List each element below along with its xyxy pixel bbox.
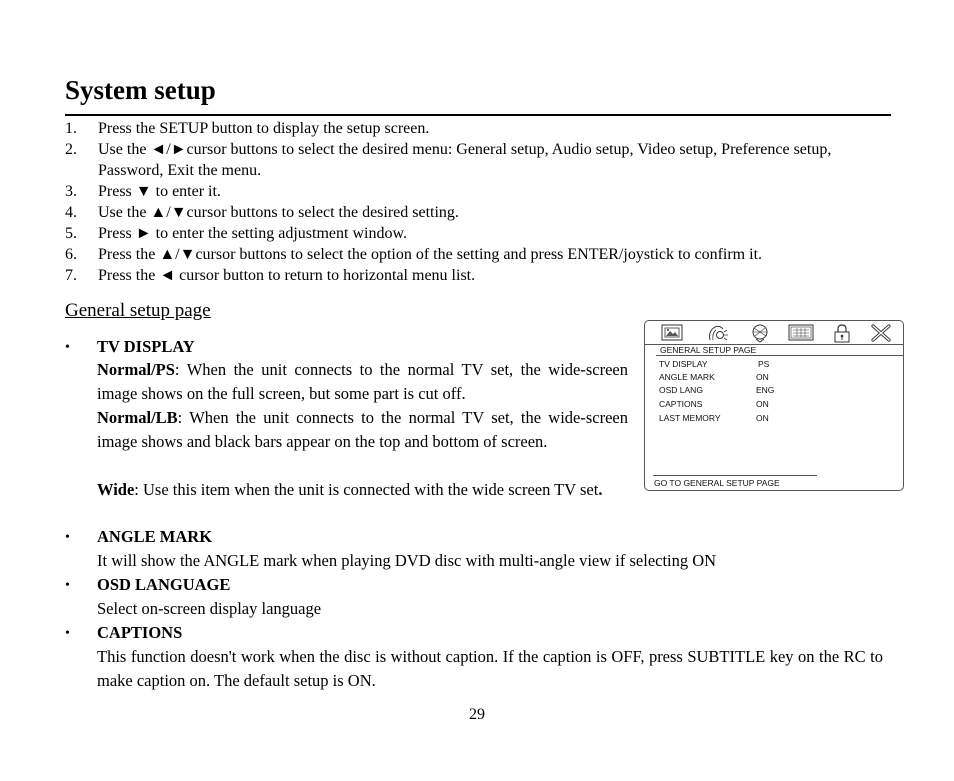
bullet-icon: • [65, 626, 70, 641]
video-setup-icon [747, 323, 773, 343]
bullet-icon: • [65, 578, 70, 593]
password-lock-icon [829, 323, 855, 343]
osd-row-label: OSD LANG [659, 385, 703, 395]
section-heading: General setup page [65, 300, 211, 321]
step-item [65, 265, 895, 286]
osd-row-label: CAPTIONS [659, 399, 703, 409]
step-text: Press the SETUP button to display the setup screen. [98, 120, 430, 137]
wide-end: . [598, 480, 603, 499]
osd-page-header: GENERAL SETUP PAGE [660, 345, 757, 355]
osd-row-label: LAST MEMORY [659, 413, 721, 423]
step-number: 5. [65, 225, 77, 242]
wide-term: Wide [97, 480, 135, 499]
osd-footer-text: GO TO GENERAL SETUP PAGE [654, 478, 780, 488]
captions-heading: CAPTIONS [97, 623, 183, 642]
step-text: Use the ◄/►cursor buttons to select the desired menu: General setup, Audio setup, Video setup, Preference setup, Password, Exit the menu. [98, 141, 832, 179]
osd-row-value: ON [756, 399, 769, 409]
normal-ps-paragraph [97, 358, 628, 406]
step-item [65, 202, 895, 223]
step-text: Press the ◄ cursor button to return to horizontal menu list. [98, 267, 476, 284]
step-number: 7. [65, 267, 77, 284]
osd-row-label: TV DISPLAY [659, 359, 708, 369]
wide-text: : Use this item when the unit is connected with the wide screen TV set [134, 480, 599, 499]
general-setup-icon [660, 323, 686, 343]
angle-mark-text: It will show the ANGLE mark when playing DVD disc with multi-angle view if selecting ON [97, 551, 717, 570]
step-item [65, 181, 895, 202]
step-number: 1. [65, 120, 77, 137]
steps-list [65, 118, 895, 286]
step-text: Press ► to enter the setting adjustment window. [98, 225, 407, 242]
step-item [65, 139, 895, 181]
bullet-icon: • [65, 530, 70, 545]
wide-paragraph [97, 478, 635, 502]
normal-ps-text: : When the unit connects to the normal TV set, the wide-screen image shows on the full screen, but some part is cut off. [97, 360, 628, 403]
step-number: 2. [65, 141, 77, 158]
osd-setup-screen [644, 320, 904, 491]
osd-header-rule [656, 355, 903, 356]
osd-row-value: ON [756, 372, 769, 382]
osd-language-heading: OSD LANGUAGE [97, 575, 231, 594]
osd-row-label: ANGLE MARK [659, 372, 715, 382]
tv-display-heading: TV DISPLAY [97, 337, 195, 356]
normal-lb-term: Normal/LB [97, 408, 178, 427]
angle-mark-heading: ANGLE MARK [97, 527, 213, 546]
osd-row-value: PS [758, 359, 770, 369]
osd-footer-rule [653, 475, 817, 476]
normal-lb-paragraph [97, 406, 628, 454]
page-number: 29 [469, 706, 485, 723]
exit-x-icon [868, 323, 894, 343]
step-number: 6. [65, 246, 77, 263]
captions-text: This function doesn't work when the disc is without caption. If the caption is OFF, press SUBTITLE key on the RC to make caption on. The default setup is ON. [97, 647, 883, 690]
step-number: 4. [65, 204, 77, 221]
normal-ps-term: Normal/PS [97, 360, 175, 379]
preference-setup-icon [788, 323, 814, 343]
normal-lb-text: : When the unit connects to the normal TV set, the wide-screen image shows and black bars appear on the top and bottom of screen. [97, 408, 628, 451]
bullet-icon: • [65, 340, 70, 355]
step-item [65, 118, 895, 139]
osd-icon-bar [645, 321, 903, 345]
osd-row-value: ENG [756, 385, 775, 395]
osd-row-value: ON [756, 413, 769, 423]
audio-setup-icon [704, 323, 730, 343]
step-text: Press ▼ to enter it. [98, 183, 221, 200]
step-item [65, 223, 895, 244]
page-title: System setup [65, 75, 216, 105]
title-rule [65, 114, 891, 116]
step-number: 3. [65, 183, 77, 200]
step-text: Press the ▲/▼cursor buttons to select the option of the setting and press ENTER/joystick to confirm it. [98, 246, 763, 263]
step-item [65, 244, 895, 265]
step-text: Use the ▲/▼cursor buttons to select the desired setting. [98, 204, 459, 221]
osd-language-text: Select on-screen display language [97, 599, 322, 618]
